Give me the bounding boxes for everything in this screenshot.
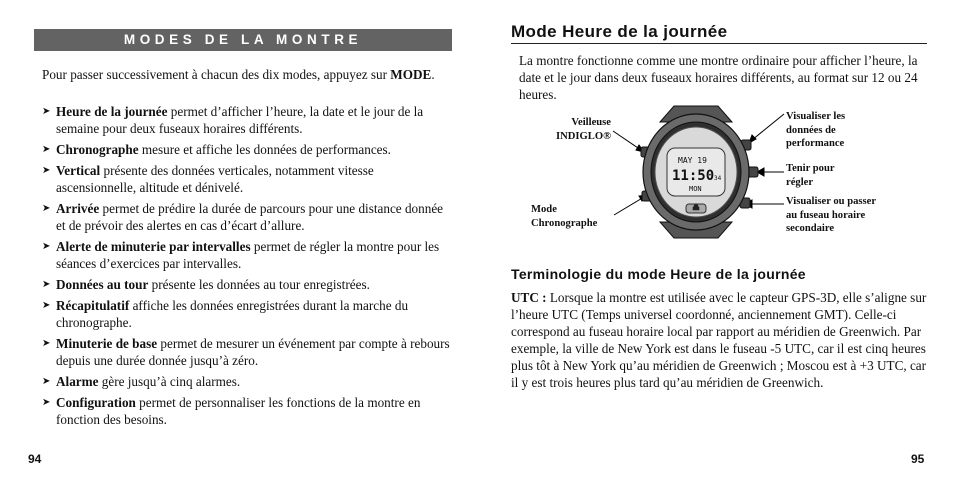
mode-desc: permet de personnaliser les fonctions de la montre en fonction des besoins.: [56, 395, 421, 427]
callout-performance: [786, 110, 845, 151]
callout-set-line1: Tenir pour: [786, 163, 835, 174]
bullet-arrow-icon: ➤: [42, 376, 51, 387]
utc-term: UTC :: [511, 290, 547, 305]
bullet-arrow-icon: ➤: [42, 397, 51, 408]
callout-chrono-line2: Chronographe: [531, 217, 598, 229]
callout-set-line2: régler: [786, 176, 814, 188]
watch-day: MON: [689, 185, 702, 193]
watch-illustration: [600, 104, 790, 244]
callout-perf-line2: données de: [786, 124, 836, 136]
list-item: [42, 200, 454, 234]
bullet-arrow-icon: ➤: [42, 203, 51, 214]
intro-end: .: [431, 67, 435, 82]
section-header-text: MODES DE LA MONTRE: [123, 32, 363, 47]
mode-desc: permet d’afficher l’heure, la date et le jour de la semaine pour deux fuseaux horaires différents.: [56, 104, 424, 136]
callout-perf-line1: Visualiser les: [786, 111, 846, 122]
mode-desc: permet de prédire la durée de parcours pour une distance donnée et de prévoir des alertes en cas d’écart d’allure.: [56, 201, 444, 233]
callout-chronograph: [531, 203, 597, 230]
section-subtitle: Terminologie du mode Heure de la journée: [511, 266, 806, 282]
mode-desc: permet de régler la montre pour les séances d’exercices par intervalles.: [56, 239, 440, 271]
callout-indiglo-line2: INDIGLO®: [555, 130, 611, 142]
lock-icon: [693, 205, 699, 211]
list-item: [42, 297, 454, 331]
callout-zone-line2: au fuseau horaire: [786, 209, 866, 221]
callout-zone-line1: Visualiser ou passer: [786, 196, 877, 207]
utc-paragraph: [511, 289, 929, 391]
intro-paragraph-right: La montre fonctionne comme une montre ordinaire pour afficher l’heure, la date et le jour dans deux fuseaux horaires différents, au format sur 12 ou 24 heures.: [519, 53, 918, 102]
mode-term: Arrivée: [56, 201, 100, 216]
watch-time: 11:50: [672, 168, 715, 184]
callout-zone-line3: secondaire: [786, 223, 835, 234]
page-number-left: 94: [28, 452, 42, 466]
bullet-arrow-icon: ➤: [42, 241, 51, 252]
watch-date: MAY 19: [678, 156, 707, 165]
mode-desc: affiche les données enregistrées durant la marche du chronographe.: [56, 298, 409, 330]
list-item: [42, 141, 454, 158]
intro-paragraph: [42, 66, 452, 83]
utc-text: Lorsque la montre est utilisée avec le capteur GPS-3D, elle s’aligne sur l’heure UTC (Temps universel coordonné, anciennement GMT). Celle-ci correspond au fuseau horaire local par rapport au méridien de Greenwich. Par exemple, la ville de New York est dans le fuseau -5 UTC, car il est cinq heures plus tôt à New York qu’au méridien de Greenwich ; Moscou est à +3 UTC, car il y est trois heures plus tard qu’au méridien de Greenwich.: [511, 290, 927, 390]
callout-perf-line3: performance: [786, 138, 845, 149]
bullet-arrow-icon: ➤: [42, 144, 51, 155]
mode-desc: permet de mesurer un événement par compte à rebours depuis une durée donnée jusqu’à zéro.: [56, 336, 450, 368]
watch-seconds: 34: [714, 175, 722, 182]
section-header-bar: [34, 29, 452, 51]
callout-time-zone: [786, 195, 876, 236]
mode-term: Chronographe: [56, 142, 139, 157]
list-item: [42, 373, 454, 390]
bullet-arrow-icon: ➤: [42, 338, 51, 349]
bullet-arrow-icon: ➤: [42, 106, 51, 117]
page-title: Mode Heure de la journée: [511, 22, 728, 41]
mode-term: Récapitulatif: [56, 298, 130, 313]
mode-desc: présente des données verticales, notamment vitesse ascensionnelle, altitude et dénivelé.: [56, 163, 374, 195]
mode-term: Heure de la journée: [56, 104, 168, 119]
mode-term: Vertical: [56, 163, 101, 178]
mode-term: Alarme: [56, 374, 99, 389]
mode-term: Alerte de minuterie par intervalles: [56, 239, 251, 254]
callout-chrono-line1: Mode: [531, 204, 557, 215]
page-number-right: 95: [911, 452, 925, 466]
bullet-arrow-icon: ➤: [42, 279, 51, 290]
modes-list: [42, 103, 454, 432]
mode-term: Données au tour: [56, 277, 149, 292]
mode-term: Configuration: [56, 395, 136, 410]
callout-indiglo-line1: Veilleuse: [571, 117, 611, 128]
bullet-arrow-icon: ➤: [42, 300, 51, 311]
mode-desc: mesure et affiche les données de performances.: [138, 142, 391, 157]
title-divider: [511, 43, 927, 44]
list-item: [42, 335, 454, 369]
mode-desc: gère jusqu’à cinq alarmes.: [98, 374, 241, 389]
mode-desc: présente les données au tour enregistrées.: [148, 277, 370, 292]
list-item: [42, 238, 454, 272]
list-item: [42, 162, 454, 196]
mode-term: Minuterie de base: [56, 336, 158, 351]
list-item: [42, 394, 454, 428]
list-item: [42, 276, 454, 293]
list-item: [42, 103, 454, 137]
bullet-arrow-icon: ➤: [42, 165, 51, 176]
callout-set: [786, 162, 835, 189]
intro-text: Pour passer successivement à chacun des dix modes, appuyez sur: [42, 67, 391, 82]
intro-mode-bold: MODE: [390, 67, 432, 82]
